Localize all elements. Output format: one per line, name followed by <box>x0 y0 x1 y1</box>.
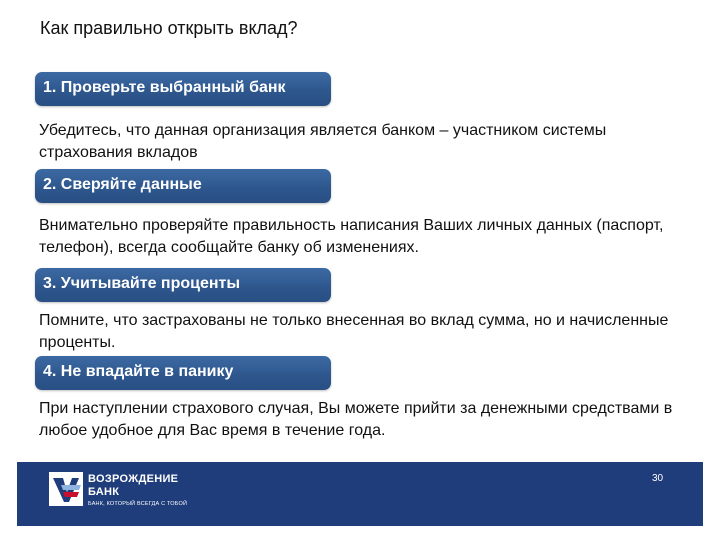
step-3-text: Помните, что застрахованы не только внесенная во вклад сумма, но и начисленные проценты. <box>39 312 669 351</box>
bank-name-line2: БАНК <box>88 486 120 498</box>
step-2-header: 2. Сверяйте данные <box>35 169 331 203</box>
step-2-text: Внимательно проверяйте правильность написания Ваших личных данных (паспорт, телефон), всегда сообщайте банку об изменениях. <box>39 217 664 256</box>
step-3-header: 3. Учитывайте проценты <box>35 268 331 302</box>
bank-slogan: БАНК, КОТОРЫЙ ВСЕГДА С ТОБОЙ <box>88 501 188 507</box>
bank-name-line1: ВОЗРОЖДЕНИЕ <box>88 473 179 485</box>
step-4-header: 4. Не впадайте в панику <box>35 356 331 390</box>
page-number: 30 <box>652 473 664 484</box>
page-title: Как правильно открыть вклад? <box>40 18 298 38</box>
step-1-text: Убедитесь, что данная организация является банком – участником системы страхования вкладов <box>39 122 607 161</box>
bank-name <box>88 473 208 499</box>
step-4-text: При наступлении страхового случая, Вы можете прийти за денежными средствами в любое удобное для Вас время в течение года. <box>39 400 673 439</box>
step-1-header: 1. Проверьте выбранный банк <box>35 72 331 106</box>
